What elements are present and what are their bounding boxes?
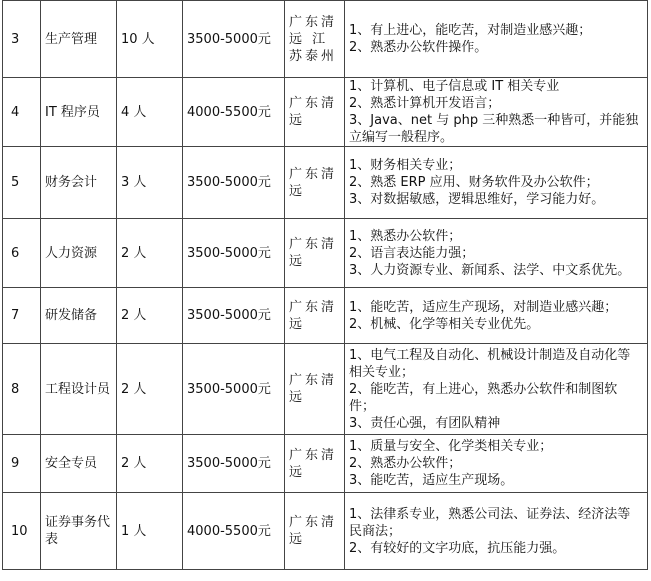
row-number-cell: 7: [3, 288, 41, 344]
requirement-line: 2、机械、化学等相关专业优先。: [349, 316, 540, 332]
requirements-cell: [345, 1, 648, 78]
row-number-cell: 3: [3, 1, 41, 78]
requirements-cell: [345, 288, 648, 344]
headcount-cell: 2 人: [117, 288, 183, 344]
requirement-line: 1、法律系专业，熟悉公司法、证券法、经济法等民商法；: [349, 506, 631, 539]
requirement-line: 1、能吃苦，适应生产现场，对制造业感兴趣；: [349, 299, 618, 315]
requirements-cell: [345, 344, 648, 435]
requirements-cell: [345, 493, 648, 570]
row-number-cell: 10: [3, 493, 41, 570]
table-row: [3, 344, 648, 435]
requirement-line: 2、能吃苦，有上进心，熟悉办公软件和制图软件；: [349, 381, 618, 414]
headcount-cell: 4 人: [117, 78, 183, 147]
position-cell: 财务会计: [41, 147, 117, 219]
row-number-cell: 4: [3, 78, 41, 147]
location-cell: 广东清远: [285, 344, 345, 435]
row-number-cell: 9: [3, 435, 41, 493]
headcount-cell: 2 人: [117, 435, 183, 493]
requirement-line: 2、熟悉 ERP 应用、财务软件及办公软件；: [349, 175, 599, 190]
requirement-line: 1、电气工程及自动化、机械设计制造及自动化等相关专业；: [349, 347, 631, 380]
table-row: [3, 219, 648, 288]
row-number-cell: 8: [3, 344, 41, 435]
location-cell: 广东清远: [285, 288, 345, 344]
requirement-line: 3、对数据敏感，逻辑思维好，学习能力好。: [349, 192, 605, 207]
location-cell: 广东清远: [285, 78, 345, 147]
requirement-line: 3、人力资源专业、新闻系、法学、中文系优先。: [349, 262, 631, 278]
job-table: [2, 0, 648, 570]
row-number-cell: 6: [3, 219, 41, 288]
position-cell: 研发储备: [41, 288, 117, 344]
job-table-body: [3, 1, 648, 570]
position-cell: 证券事务代表: [41, 493, 117, 570]
requirement-line: 1、财务相关专业；: [349, 158, 462, 173]
table-row: [3, 78, 648, 147]
headcount-cell: 3 人: [117, 147, 183, 219]
position-cell: 安全专员: [41, 435, 117, 493]
salary-cell: 4000-5500元: [183, 493, 285, 570]
table-row: [3, 493, 648, 570]
salary-cell: 3500-5000元: [183, 219, 285, 288]
requirement-line: 1、计算机、电子信息或 IT 相关专业: [349, 79, 560, 94]
headcount-cell: 2 人: [117, 219, 183, 288]
position-cell: 生产管理: [41, 1, 117, 78]
requirement-line: 1、质量与安全、化学类相关专业；: [349, 439, 553, 454]
headcount-cell: 10 人: [117, 1, 183, 78]
requirement-line: 3、责任心强，有团队精神: [349, 415, 501, 431]
position-cell: 工程设计员: [41, 344, 117, 435]
salary-cell: 3500-5000元: [183, 147, 285, 219]
location-cell: 广东清远: [285, 219, 345, 288]
location-cell: 广东清远 江苏泰州: [285, 1, 345, 78]
requirement-line: 3、Java、net 与 php 三种熟悉一种皆可，并能独立编写一般程序。: [349, 113, 639, 145]
table-row: [3, 288, 648, 344]
headcount-cell: 2 人: [117, 344, 183, 435]
table-row: [3, 147, 648, 219]
table-row: [3, 435, 648, 493]
requirement-line: 2、有较好的文字功底，抗压能力强。: [349, 540, 566, 556]
requirements-cell: [345, 147, 648, 219]
location-cell: 广东清远: [285, 435, 345, 493]
requirement-line: 2、语言表达能力强；: [349, 245, 475, 261]
requirements-cell: [345, 78, 648, 147]
table-row: [3, 1, 648, 78]
salary-cell: 3500-5000元: [183, 288, 285, 344]
requirement-line: 2、熟悉办公软件；: [349, 456, 462, 471]
salary-cell: 3500-5000元: [183, 344, 285, 435]
position-cell: IT 程序员: [41, 78, 117, 147]
requirement-line: 2、熟悉计算机开发语言；: [349, 96, 501, 111]
position-cell: 人力资源: [41, 219, 117, 288]
requirement-line: 2、熟悉办公软件操作。: [349, 40, 488, 55]
requirement-line: 1、熟悉办公软件；: [349, 228, 462, 244]
headcount-cell: 1 人: [117, 493, 183, 570]
requirements-cell: [345, 219, 648, 288]
requirement-line: 1、有上进心，能吃苦，对制造业感兴趣；: [349, 23, 592, 38]
salary-cell: 3500-5000元: [183, 435, 285, 493]
location-cell: 广东清远: [285, 147, 345, 219]
salary-cell: 4000-5500元: [183, 78, 285, 147]
salary-cell: 3500-5000元: [183, 1, 285, 78]
row-number-cell: 5: [3, 147, 41, 219]
location-cell: 广东清远: [285, 493, 345, 570]
requirement-line: 3、能吃苦，适应生产现场。: [349, 473, 514, 488]
requirements-cell: [345, 435, 648, 493]
